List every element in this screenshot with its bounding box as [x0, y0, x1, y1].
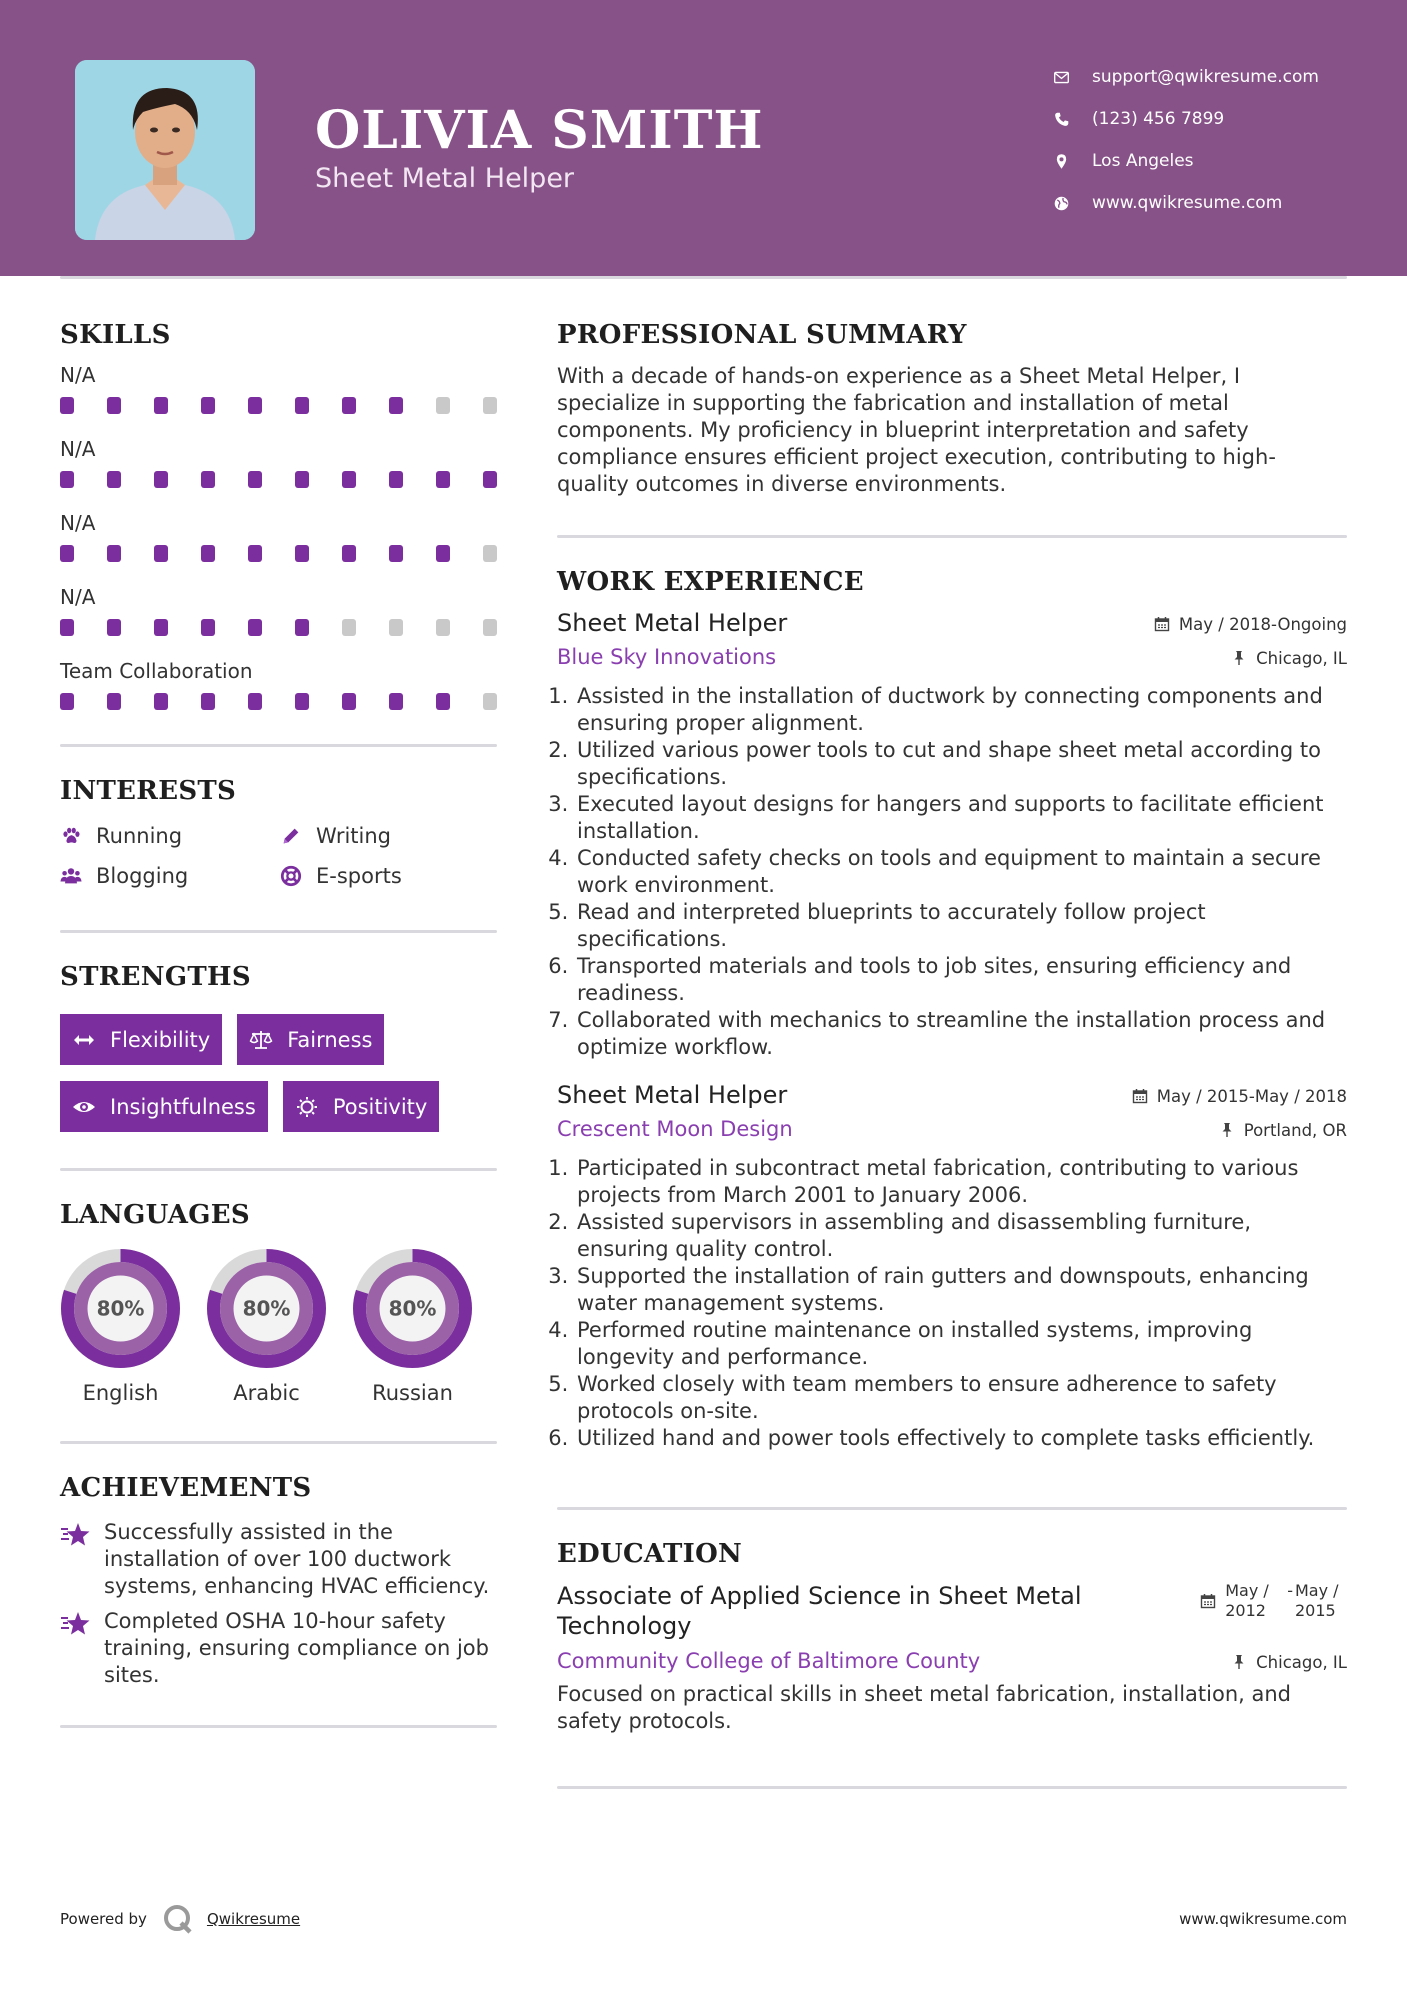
education-dates: [1200, 1581, 1347, 1621]
rating-dot-filled: [436, 693, 450, 710]
rating-dot-filled: [201, 397, 215, 414]
job-location-text: Portland, OR: [1243, 1121, 1347, 1140]
responsibility-item: 2. Assisted supervisors in assembling and disassembling furniture, ensuring quality control.: [575, 1209, 1347, 1263]
contact-phone-text: (123) 456 7899: [1092, 109, 1225, 129]
education-dash: -: [1287, 1581, 1293, 1600]
envelope-icon: [1050, 66, 1072, 88]
section-divider: [60, 1441, 497, 1444]
summary-text: With a decade of hands-on experience as a Sheet Metal Helper, I specialize in supporting the fabrication and installation of metal components. My proficiency in blueprint interpretation and safety compliance ensures efficient project execution, contributing to high-quality outcomes in diverse environments.: [557, 364, 1276, 496]
languages-list: [60, 1248, 497, 1405]
rating-dot-empty: [483, 397, 497, 414]
interests-list: [60, 824, 497, 888]
job-dates: [1154, 615, 1347, 634]
rating-dot-filled: [436, 471, 450, 488]
strength-label: Flexibility: [110, 1027, 211, 1052]
skill-label: N/A: [60, 511, 96, 535]
section-divider: [60, 930, 497, 933]
experience-section: [557, 567, 1347, 1452]
skill-rating: [60, 619, 497, 646]
language-progress-ring: [60, 1248, 181, 1369]
rating-dot-filled: [60, 619, 74, 636]
education-location: [1231, 1653, 1347, 1672]
degree-title: Associate of Applied Science in Sheet Metal Technology: [557, 1582, 1082, 1640]
interest-item: [280, 864, 500, 888]
rating-dot-filled: [107, 397, 121, 414]
strengths-list: [60, 1014, 497, 1132]
skill-label: N/A: [60, 585, 96, 609]
rating-dot-filled: [60, 471, 74, 488]
calendar-icon: [1154, 616, 1172, 634]
rating-dot-filled: [248, 619, 262, 636]
job-responsibilities: [557, 1155, 1347, 1452]
strength-tag: [237, 1014, 384, 1065]
interests-heading: INTERESTS: [60, 776, 237, 806]
education-section: [557, 1539, 1347, 1735]
rating-dot-filled: [389, 397, 403, 414]
candidate-title: Sheet Metal Helper: [315, 163, 575, 194]
education-description: Focused on practical skills in sheet metal fabrication, installation, and safety protocols.: [557, 1682, 1291, 1733]
language-name: English: [82, 1381, 159, 1405]
calendar-icon: [1132, 1088, 1150, 1106]
skill-rating: [60, 397, 497, 424]
section-divider: [557, 1507, 1347, 1510]
section-divider: [557, 535, 1347, 538]
achievement-item: [60, 1608, 497, 1689]
job-location: [1231, 649, 1347, 668]
job-entry: [557, 609, 1347, 1061]
strengths-heading: STRENGTHS: [60, 962, 251, 992]
interest-label: Writing: [316, 824, 391, 848]
achievement-item: [60, 1519, 497, 1600]
achievements-section: [60, 1473, 497, 1689]
contact-email[interactable]: [1050, 56, 1319, 98]
responsibility-item: 4. Conducted safety checks on tools and equipment to maintain a secure work environment.: [575, 845, 1347, 899]
language-item: [60, 1248, 181, 1405]
resume-header: [0, 0, 1407, 276]
rating-dot-filled: [154, 693, 168, 710]
pencil-icon: [280, 824, 304, 848]
skill-rating: [60, 545, 497, 572]
rating-dot-filled: [60, 545, 74, 562]
rating-dot-filled: [201, 471, 215, 488]
rating-dot-filled: [248, 471, 262, 488]
skill-rating: [60, 693, 497, 720]
education-location-text: Chicago, IL: [1256, 1653, 1347, 1672]
job-company: Crescent Moon Design: [557, 1117, 793, 1141]
rating-dot-filled: [295, 397, 309, 414]
strength-tag: [60, 1081, 268, 1132]
rating-dot-filled: [389, 693, 403, 710]
rating-dot-filled: [295, 619, 309, 636]
pushpin-icon: [1231, 650, 1249, 668]
experience-heading: WORK EXPERIENCE: [557, 567, 864, 597]
skill-label: N/A: [60, 363, 96, 387]
section-divider: [60, 1725, 497, 1728]
rating-dot-filled: [60, 397, 74, 414]
interest-label: E-sports: [316, 864, 402, 888]
contact-website[interactable]: [1050, 182, 1319, 224]
language-progress-ring: [352, 1248, 473, 1369]
left-column: [60, 320, 497, 1728]
job-dates-text: May / 2018-Ongoing: [1178, 615, 1347, 634]
language-percent: 80%: [388, 1296, 437, 1321]
strength-label: Positivity: [332, 1094, 428, 1119]
powered-by-label: Powered by: [60, 1910, 147, 1928]
interest-item: [60, 864, 280, 888]
powered-by: [60, 1902, 300, 1936]
achievements-heading: ACHIEVEMENTS: [60, 1473, 312, 1503]
rating-dot-filled: [342, 397, 356, 414]
strength-tag: [60, 1014, 222, 1065]
rating-dot-empty: [436, 397, 450, 414]
languages-section: [60, 1200, 497, 1405]
job-dates: [1132, 1087, 1347, 1106]
rating-dot-filled: [60, 693, 74, 710]
rating-dot-filled: [248, 693, 262, 710]
interest-label: Blogging: [96, 864, 189, 888]
rating-dot-filled: [107, 619, 121, 636]
strength-tag: [283, 1081, 440, 1132]
sun-icon: [295, 1096, 321, 1118]
rating-dot-filled: [295, 545, 309, 562]
job-title: Sheet Metal Helper: [557, 1081, 788, 1109]
profile-photo: [75, 60, 255, 240]
qwikresume-logo-icon: [161, 1902, 195, 1936]
rating-dot-filled: [295, 693, 309, 710]
calendar-icon: [1200, 1593, 1218, 1611]
profile-photo-image: [75, 60, 255, 240]
rating-dot-empty: [483, 693, 497, 710]
skill-rating: [60, 471, 497, 498]
rating-dot-filled: [248, 545, 262, 562]
candidate-name: OLIVIA SMITH: [315, 100, 764, 161]
job-company: Blue Sky Innovations: [557, 645, 777, 669]
interest-label: Running: [96, 824, 183, 848]
rating-dot-filled: [248, 397, 262, 414]
eye-icon: [72, 1096, 98, 1118]
responsibility-item: 5. Read and interpreted blueprints to accurately follow project specifications.: [575, 899, 1347, 953]
responsibility-item: 3. Supported the installation of rain gutters and downspouts, enhancing water management systems.: [575, 1263, 1347, 1317]
responsibility-item: 1. Participated in subcontract metal fabrication, contributing to various projects from March 2001 to January 2006.: [575, 1155, 1347, 1209]
rating-dot-filled: [107, 545, 121, 562]
pushpin-icon: [1219, 1122, 1237, 1140]
section-divider: [60, 744, 497, 747]
language-name: Arabic: [233, 1381, 300, 1405]
users-icon: [60, 864, 84, 888]
rating-dot-filled: [295, 471, 309, 488]
rating-dot-filled: [483, 471, 497, 488]
school-name: Community College of Baltimore County: [557, 1649, 981, 1673]
rating-dot-filled: [436, 545, 450, 562]
responsibility-item: 7. Collaborated with mechanics to streamline the installation process and optimize workflow.: [575, 1007, 1347, 1061]
section-divider: [60, 1168, 497, 1171]
skills-list: [60, 360, 497, 720]
rating-dot-filled: [342, 545, 356, 562]
job-responsibilities: [557, 683, 1347, 1061]
interests-section: [60, 776, 497, 888]
rating-dot-empty: [483, 619, 497, 636]
languages-heading: LANGUAGES: [60, 1200, 250, 1230]
contact-phone[interactable]: [1050, 98, 1319, 140]
achievement-text: Successfully assisted in the installation of over 100 ductwork systems, enhancing HVAC efficiency.: [104, 1520, 490, 1598]
rating-dot-filled: [201, 619, 215, 636]
skill-label: N/A: [60, 437, 96, 461]
rating-dot-filled: [154, 471, 168, 488]
skills-section: [60, 320, 497, 720]
phone-icon: [1050, 108, 1072, 130]
rating-dot-filled: [107, 471, 121, 488]
language-progress-ring: [206, 1248, 327, 1369]
pushpin-icon: [1231, 1654, 1249, 1672]
section-divider: [557, 1786, 1347, 1789]
job-entry: [557, 1081, 1347, 1452]
responsibility-item: 4. Performed routine maintenance on installed systems, improving longevity and performance.: [575, 1317, 1347, 1371]
language-item: [206, 1248, 327, 1405]
rating-dot-filled: [201, 693, 215, 710]
responsibility-item: 3. Executed layout designs for hangers and supports to facilitate efficient installation.: [575, 791, 1347, 845]
rating-dot-filled: [201, 545, 215, 562]
rating-dot-filled: [154, 545, 168, 562]
page-footer: [60, 1902, 1347, 1936]
responsibility-item: 6. Utilized hand and power tools effectively to complete tasks efficiently.: [575, 1425, 1347, 1452]
contact-email-text: support@qwikresume.com: [1092, 67, 1319, 87]
rating-dot-filled: [154, 397, 168, 414]
interest-item: [280, 824, 500, 848]
responsibility-item: 2. Utilized various power tools to cut and shape sheet metal according to specifications.: [575, 737, 1347, 791]
responsibility-item: 1. Assisted in the installation of ductwork by connecting components and ensuring proper alignment.: [575, 683, 1347, 737]
skill-label: Team Collaboration: [60, 659, 253, 683]
achievement-text: Completed OSHA 10-hour safety training, ensuring compliance on job sites.: [104, 1609, 489, 1687]
language-item: [352, 1248, 473, 1405]
strength-label: Fairness: [287, 1027, 373, 1052]
contact-location: [1050, 140, 1319, 182]
balance-scale-icon: [249, 1029, 275, 1051]
paw-icon: [60, 824, 84, 848]
brand-link[interactable]: Qwikresume: [206, 1910, 301, 1928]
job-location: [1219, 1121, 1347, 1140]
language-name: Russian: [372, 1381, 453, 1405]
education-start: May / 2012: [1225, 1581, 1269, 1620]
education-end: May / 2015: [1295, 1581, 1339, 1620]
education-heading: EDUCATION: [557, 1539, 743, 1569]
rating-dot-empty: [436, 619, 450, 636]
right-column: [557, 320, 1347, 1789]
footer-website[interactable]: www.qwikresume.com: [1179, 1910, 1347, 1928]
contact-list: [1050, 56, 1319, 224]
rating-dot-empty: [389, 619, 403, 636]
summary-heading: PROFESSIONAL SUMMARY: [557, 320, 967, 350]
star-icon: [60, 1608, 94, 1689]
rating-dot-filled: [107, 693, 121, 710]
responsibility-item: 6. Transported materials and tools to job sites, ensuring efficiency and readiness.: [575, 953, 1347, 1007]
contact-website-text: www.qwikresume.com: [1092, 193, 1283, 213]
rating-dot-filled: [342, 471, 356, 488]
language-percent: 80%: [242, 1296, 291, 1321]
language-percent: 80%: [96, 1296, 145, 1321]
star-icon: [60, 1519, 94, 1600]
rating-dot-filled: [389, 545, 403, 562]
rating-dot-empty: [483, 545, 497, 562]
job-title: Sheet Metal Helper: [557, 609, 788, 637]
job-location-text: Chicago, IL: [1256, 649, 1347, 668]
rating-dot-filled: [342, 693, 356, 710]
responsibility-item: 5. Worked closely with team members to ensure adherence to safety protocols on-site.: [575, 1371, 1347, 1425]
lifebuoy-icon: [280, 864, 304, 888]
rating-dot-filled: [154, 619, 168, 636]
strength-label: Insightfulness: [110, 1094, 256, 1119]
rating-dot-filled: [389, 471, 403, 488]
strengths-section: [60, 962, 497, 1132]
skills-heading: SKILLS: [60, 320, 171, 350]
location-pin-icon: [1050, 150, 1072, 172]
summary-section: [557, 320, 1347, 498]
globe-icon: [1050, 192, 1072, 214]
contact-location-text: Los Angeles: [1092, 151, 1194, 171]
arrows-horizontal-icon: [72, 1029, 98, 1051]
job-dates-text: May / 2015-May / 2018: [1156, 1087, 1347, 1106]
interest-item: [60, 824, 280, 848]
rating-dot-empty: [342, 619, 356, 636]
header-divider: [60, 276, 1347, 279]
